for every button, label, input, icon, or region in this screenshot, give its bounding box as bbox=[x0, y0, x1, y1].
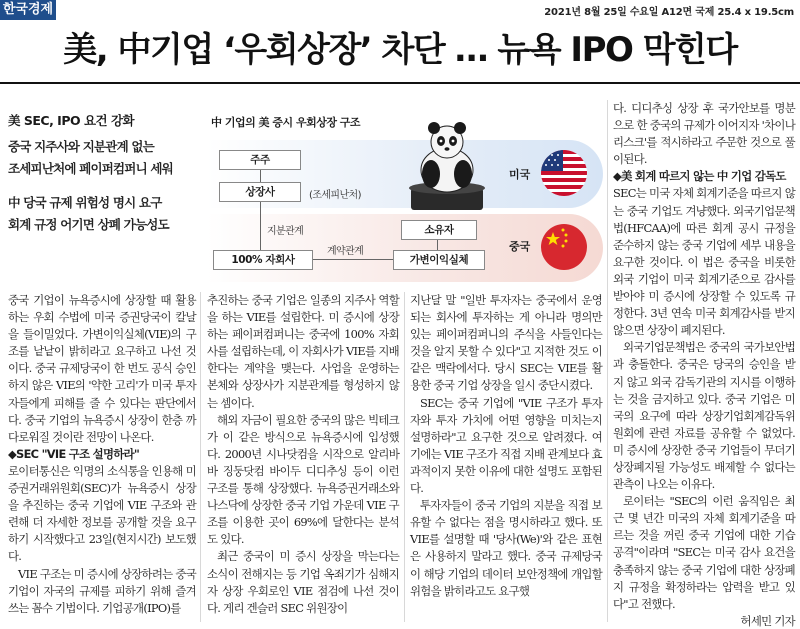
china-flag-icon bbox=[541, 224, 587, 270]
column-3-paragraph: 지난달 말 "일반 투자자는 중국에서 운영되는 회사에 투자하는 게 아니라 명의만 있는 페이퍼컴퍼니의 주식을 사들인다는 것을 알지 못할 수 있다"고 지적한 것도 이 같은 맥락에서다. 당시 SEC는 VIE를 활용한 중국 기업 상장을 일시 중단시켰다. bbox=[410, 293, 602, 393]
column-3-paragraph: 투자자들이 중국 기업의 지분을 직접 보유할 수 없다는 점을 명시하라고 했다. 또 VIE를 설명할 때 '당사(We)'와 같은 표현은 사용하지 말라고 했다. 중국 규제당국이 해당 기업의 데이터 보안정책에 개입할 위험을 밝히라고도 요구했 bbox=[410, 498, 602, 598]
column-divider-3 bbox=[607, 100, 608, 622]
china-label: 중국 bbox=[509, 240, 531, 253]
diagram-title: 中 기업의 美 증시 우회상장 구조 bbox=[211, 116, 361, 129]
owner-box: 소유자 bbox=[401, 220, 477, 240]
listed-company-box: 상장사 bbox=[219, 182, 301, 202]
masthead bbox=[0, 0, 800, 22]
subhead-secondary-1: 중국 지주사와 지분관계 없는 bbox=[8, 139, 154, 154]
vie-structure-diagram bbox=[205, 110, 605, 280]
article-column-3 bbox=[410, 292, 602, 600]
column-divider-2 bbox=[404, 292, 405, 622]
byline: 허세민 기자 bbox=[740, 613, 795, 628]
connector-listed-subsidiary bbox=[260, 202, 261, 250]
shareholder-box: 주주 bbox=[219, 150, 301, 170]
article-column-1 bbox=[8, 292, 196, 617]
article-column-4 bbox=[613, 100, 795, 629]
contract-label: 계약관계 bbox=[327, 246, 364, 257]
subhead-secondary-2: 조세피난처에 페이퍼컴퍼니 세워 bbox=[8, 161, 173, 176]
us-flag-icon bbox=[541, 150, 587, 196]
column-1-paragraph: 중국 기업이 뉴욕증시에 상장할 때 활용하는 우회 수법에 미국 증권당국이 칼날을 들이밀었다. 가변이익실체(VIE)의 구조를 낱낱이 밝히라고 요구하고 나선 것이다. 중국 규제당국이 한 번도 공식 승인하지 않은 VIE의 '약한 고리'가 미국 투자자들에게 피해를 줄 수 있다는 판단에서다. 중국 기업의 뉴욕증시 상장이 한층 까다로워질 것이란 전망이 나온다. bbox=[8, 293, 196, 444]
connector-owner-vie bbox=[437, 240, 438, 250]
column-2-paragraph: 해외 자금이 필요한 중국의 많은 빅테크가 이 같은 방식으로 뉴욕증시에 입성했다. 2000년 시나닷컴을 시작으로 알리바바 징둥닷컴 바이두 디디추싱 등이 이런 구조를 통해 상장했다. 뉴욕증권거래소와 나스닥에 상장한 중국 기업 가운데 VIE 구조를 이용한 곳이 69%에 달한다는 분석도 있다. bbox=[207, 412, 399, 547]
subsidiary-box: 100% 자회사 bbox=[213, 250, 313, 270]
headline: 美, 中기업 ‘우회상장’ 차단 … 뉴욕 IPO 막힌다 bbox=[63, 30, 737, 70]
subhead-tertiary-2: 회계 규정 어기면 상폐 가능성도 bbox=[8, 217, 169, 232]
article-column-2 bbox=[207, 292, 399, 617]
column-4-paragraph: 로이터는 "SEC의 이런 움직임은 최근 몇 년간 미국의 자체 회계기준을 따르는 것을 꺼린 중국 기업에 대한 기습공격"이라며 "SEC는 미국 감사 요건을 충족하지 않는 중국 기업에 대한 상장폐지 규정을 확정하라는 압력을 받고 있다"고 전했다. bbox=[613, 494, 795, 611]
us-label: 미국 bbox=[509, 168, 531, 181]
tax-haven-label: (조세피난처) bbox=[309, 190, 361, 201]
column-3-paragraph: SEC는 중국 기업에 "VIE 구조가 투자자와 투자 가치에 어떤 영향을 미치는지 설명하라"고 요구한 것으로 알려졌다. 여기에는 VIE 구조가 직접 지배 관계보다 효과적이지 못한 이유에 대한 설명도 포함된다. bbox=[410, 395, 602, 496]
column-4-paragraph: 외국기업문책법은 중국의 국가보안법과 충돌한다. 중국은 당국의 승인을 받지 않고 외국 감독기관의 지시를 이행하는 것을 금지하고 있다. 중국 기업은 미국의 요구에 따라 상장기업회계감독위원회에 관련 자료를 공유할 수 없었다. 미 증시에 상장한 중국 기업들이 무더기 상장폐지될 가능성도 배제할 수 없다는 관측이 나오는 이유다. bbox=[613, 340, 795, 492]
column-1-paragraph: VIE 구조는 미 증시에 상장하려는 중국 기업이 자국의 규제를 피하기 위해 즐겨 쓰는 꼼수 기법이다. 기업공개(IPO)를 bbox=[8, 566, 196, 615]
section-heading-audit: ◆美 회계 따르지 않는 中 기업 감독도 bbox=[613, 169, 786, 184]
equity-label: 지분관계 bbox=[267, 226, 304, 237]
vie-box: 가변이익실체 bbox=[393, 250, 485, 270]
connector-subsidiary-vie bbox=[313, 259, 393, 260]
column-4-paragraph: 다. 디디추싱 상장 후 국가안보를 명분으로 한 중국의 규제가 이어지자 '차이나 리스크'를 적시하라고 주문한 것으로 풀이된다. bbox=[613, 101, 795, 167]
subheads bbox=[8, 112, 198, 236]
column-2-paragraph: 추진하는 중국 기업은 일종의 지주사 역할을 하는 VIE를 설립한다. 미 증시에 상장하는 페이퍼컴퍼니는 중국에 100% 자회사를 설립하는데, 이 자회사가 VIE를 지배한다는 계약을 맺는다. 사업을 운영하는 본체와 상장사가 지분관계를 형성하지 않는 셈이다. bbox=[207, 293, 399, 410]
column-4-paragraph: SEC는 미국 자체 회계기준을 따르지 않는 중국 기업도 겨냥했다. 외국기업문책법(HFCAA)에 따른 회계 공시 규정을 준수하지 않는 중국 기업에 세부 내용을 요구한 것이다. 이 법은 중국을 비롯한 외국 기업이 미국 회계기준으로 감사를 받아야 미 증시에 상장할 수 있도록 규정한다. 3년 연속 미국 회계감사를 받지 않으면 상장이 폐지된다. bbox=[613, 186, 795, 338]
column-divider-1 bbox=[200, 292, 201, 622]
subhead-primary: 美 SEC, IPO 요건 강화 bbox=[8, 113, 135, 128]
newspaper-logo: 한국경제 bbox=[0, 0, 56, 20]
headline-rule bbox=[0, 82, 800, 84]
column-1-paragraph: 로이터통신은 익명의 소식통을 인용해 미 증권거래위원회(SEC)가 뉴욕증시 상장을 추진하는 중국 기업에 VIE 구조와 관련해 더 자세한 정보를 공개할 것을 요구하기 시작했다고 23일(현지시간) 보도했다. bbox=[8, 463, 196, 564]
section-heading-vie: ◆SEC "VIE 구조 설명하라" bbox=[8, 446, 140, 461]
column-2-paragraph: 최근 중국이 미 증시 상장을 막는다는 소식이 전해지는 등 기업 옥죄기가 심해지자 상장 우회로인 VIE 점검에 나선 것이다. 게리 겐슬러 SEC 위원장이 bbox=[207, 549, 399, 615]
dateline: 2021년 8월 25일 수요일 A12면 국제 25.4 x 19.5cm bbox=[544, 7, 794, 18]
subhead-tertiary-1: 中 당국 규제 위험성 명시 요구 bbox=[8, 195, 162, 210]
panda-illustration bbox=[401, 118, 491, 212]
